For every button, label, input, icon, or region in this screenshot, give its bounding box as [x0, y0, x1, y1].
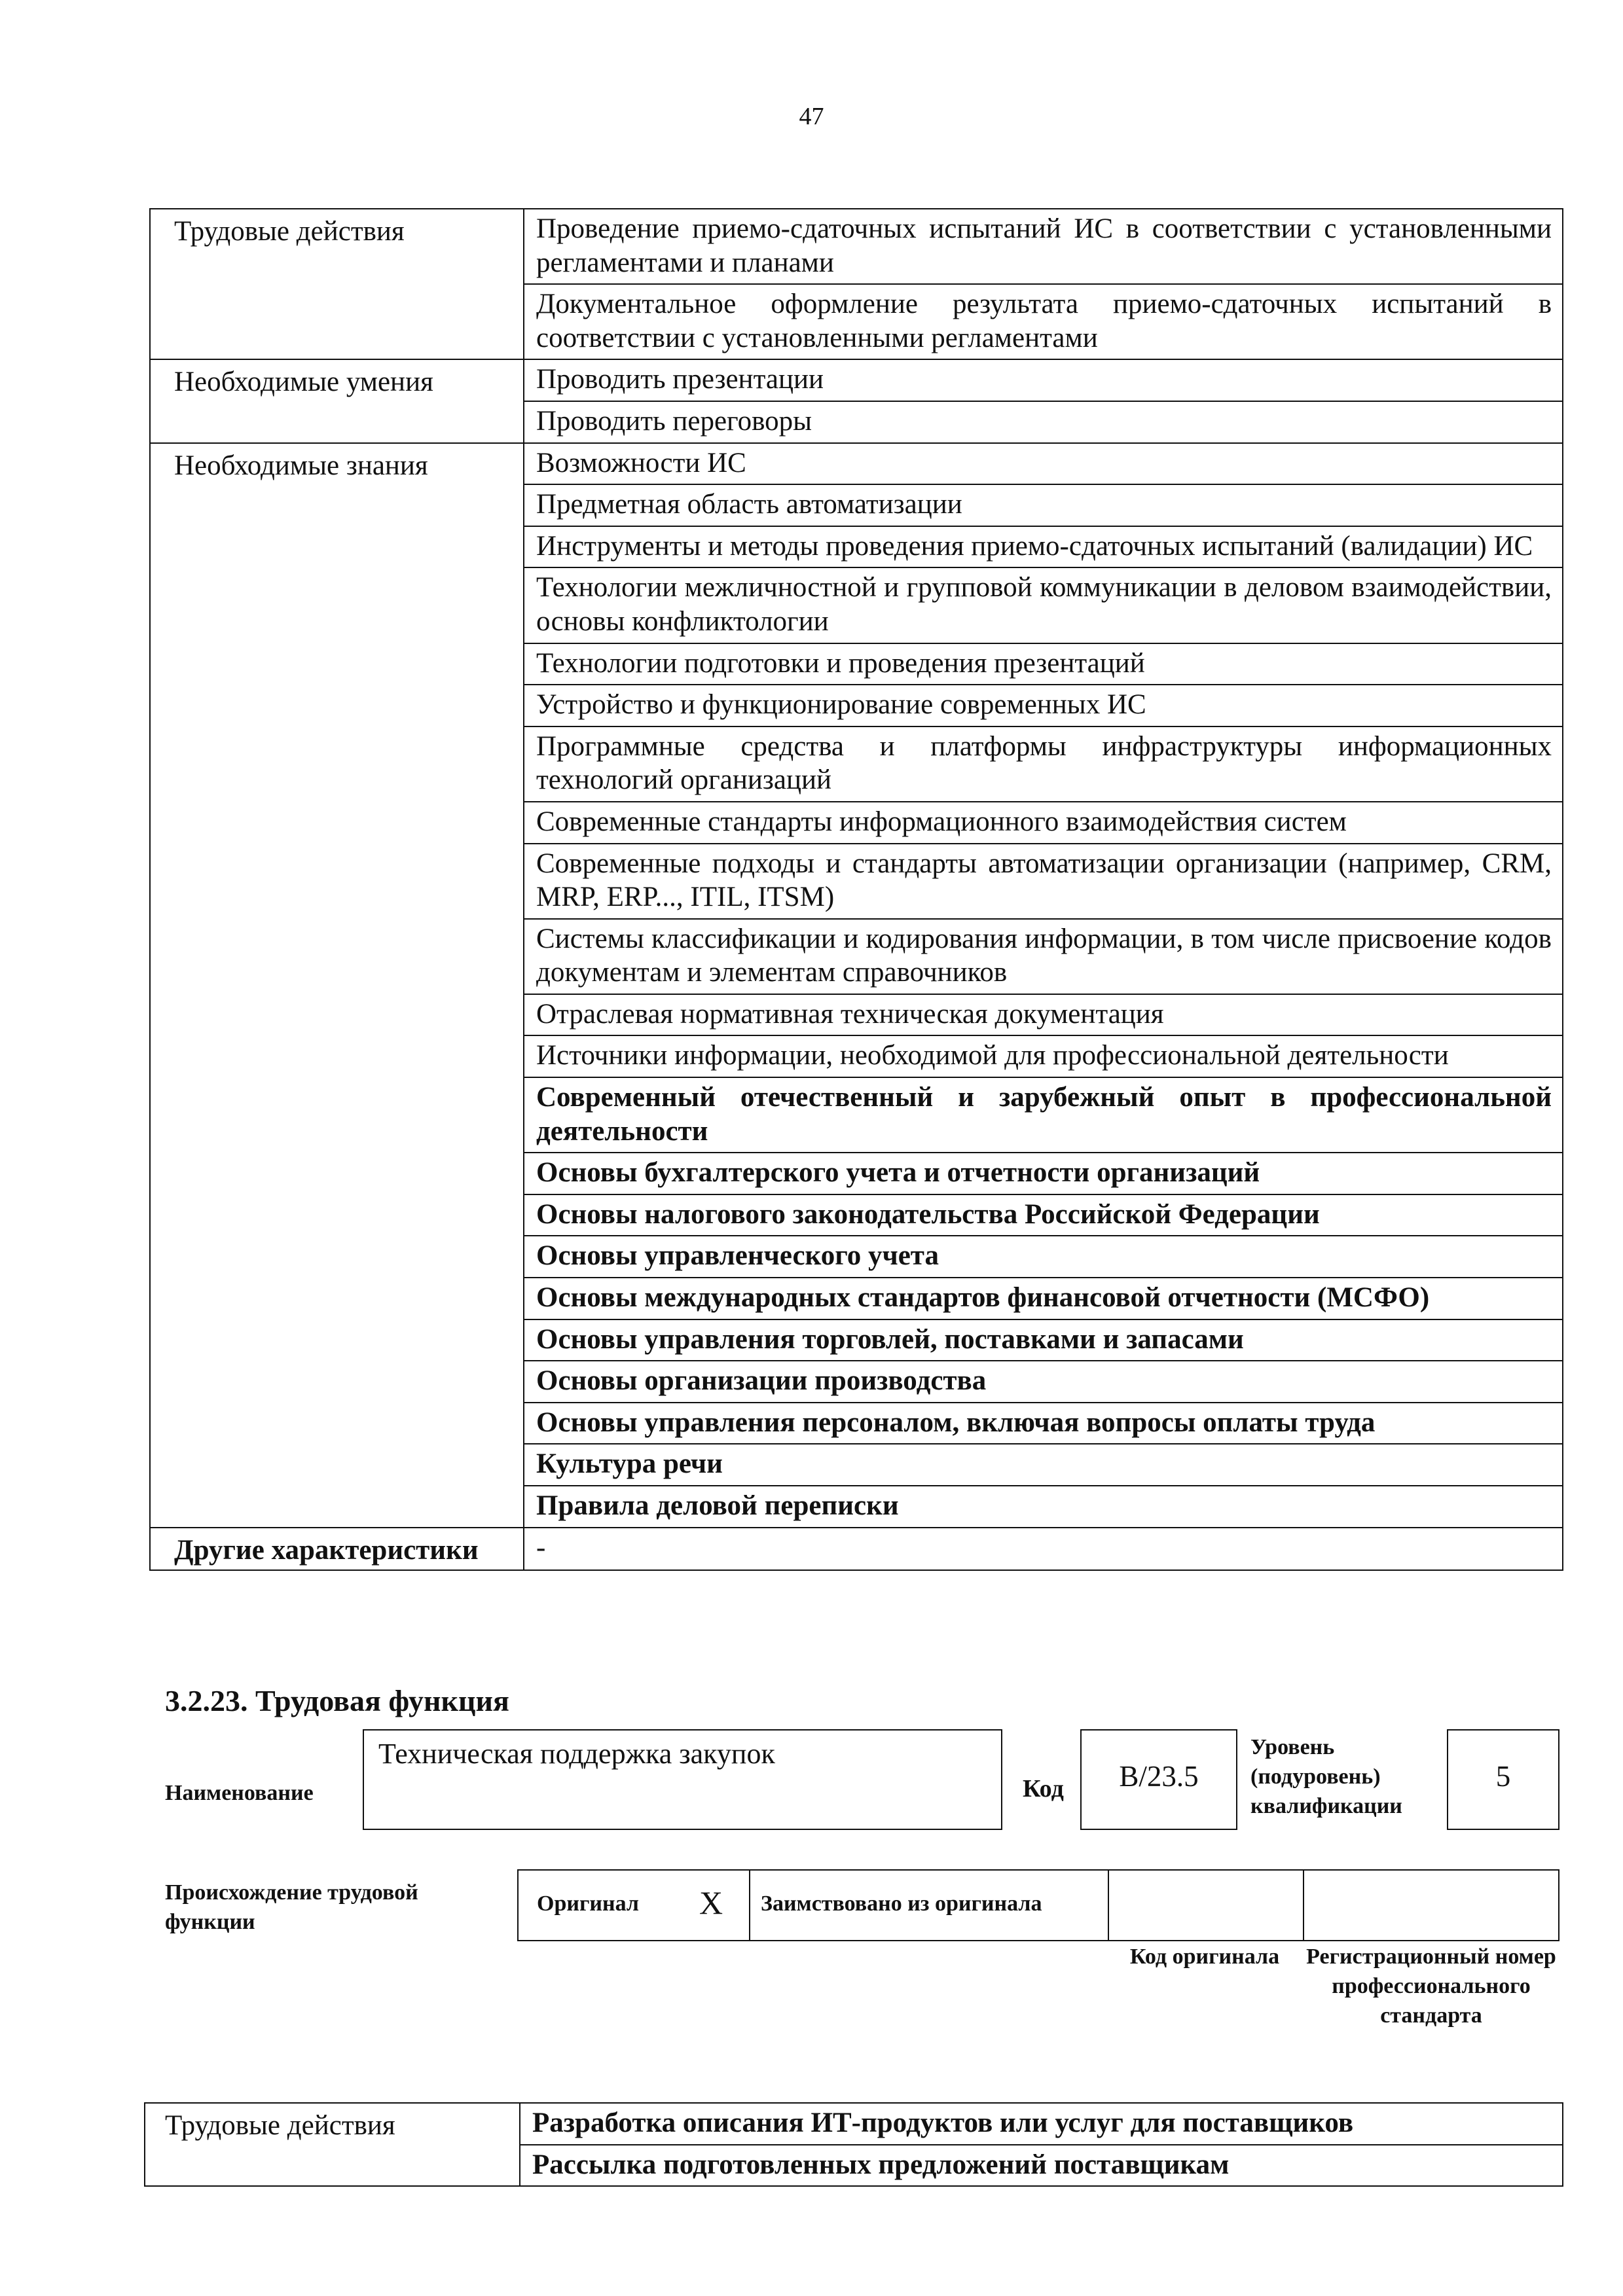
knowledge-item: Правила деловой переписки	[524, 1486, 1563, 1528]
knowledge-item: Предметная область автоматизации	[524, 484, 1563, 526]
row-label-skills: Необходимые умения	[150, 359, 524, 442]
row-label-labor-actions: Трудовые действия	[150, 209, 524, 359]
knowledge-item: Системы классификации и кодирования информации, в том числе присвоение кодов документам и элементам справочников	[524, 919, 1563, 994]
code-label: Код	[1023, 1775, 1064, 1803]
knowledge-item: Возможности ИС	[524, 443, 1563, 485]
labor-action-item: Рассылка подготовленных предложений поставщикам	[520, 2145, 1563, 2187]
borrowed-cell	[749, 1869, 1109, 1941]
caption-code: Код оригинала	[1129, 1945, 1280, 1969]
level-box	[1447, 1729, 1559, 1830]
knowledge-item: Культура речи	[524, 1444, 1563, 1486]
knowledge-item: Источники информации, необходимой для профессиональной деятельности	[524, 1035, 1563, 1077]
knowledge-item: Основы управленческого учета	[524, 1236, 1563, 1278]
knowledge-item: Программные средства и платформы инфраструктуры информационных технологий организаций	[524, 726, 1563, 802]
knowledge-item: Основы налогового законодательства Российской Федерации	[524, 1194, 1563, 1236]
table-row	[150, 443, 1563, 485]
requirements-table	[149, 208, 1563, 1571]
knowledge-item: Основы международных стандартов финансовой отчетности (МСФО)	[524, 1278, 1563, 1319]
knowledge-item: Основы управления персоналом, включая вопросы оплаты труда	[524, 1403, 1563, 1444]
table-row	[150, 359, 1563, 401]
row-label-other: Другие характеристики	[150, 1528, 524, 1571]
knowledge-item: Современные стандарты информационного взаимодействия систем	[524, 802, 1563, 844]
knowledge-item: Устройство и функционирование современных ИС	[524, 685, 1563, 726]
labor-action-item: Разработка описания ИТ-продуктов или услуг для поставщиков	[520, 2103, 1563, 2145]
registration-number-cell	[1303, 1869, 1559, 1941]
knowledge-item: Основы организации производства	[524, 1361, 1563, 1403]
knowledge-item: Технологии межличностной и групповой коммуникации в деловом взаимодействии, основы конфликтологии	[524, 567, 1563, 643]
knowledge-item: Отраслевая нормативная техническая документация	[524, 994, 1563, 1036]
table-row	[145, 2103, 1563, 2145]
original-mark: X	[699, 1884, 723, 1921]
code-value: B/23.5	[1119, 1760, 1199, 1793]
row-label-knowledge: Необходимые знания	[150, 443, 524, 1528]
other-value: -	[524, 1528, 1563, 1571]
page-number: 47	[799, 103, 824, 130]
code-box	[1080, 1729, 1237, 1830]
knowledge-item: Инструменты и методы проведения приемо-сдаточных испытаний (валидации) ИС	[524, 526, 1563, 568]
labor-action-item: Документальное оформление результата приемо-сдаточных испытаний в соответствии с установленными регламентами	[524, 284, 1563, 359]
skill-item: Проводить переговоры	[524, 401, 1563, 443]
caption-registration: Регистрационный номер профессионального стандарта	[1306, 1945, 1556, 2028]
original-cell	[517, 1869, 750, 1941]
knowledge-item: Современный отечественный и зарубежный опыт в профессиональной деятельности	[524, 1077, 1563, 1153]
knowledge-item: Современные подходы и стандарты автоматизации организации (например, CRM, MRP, ERP..., ITIL, ITSM)	[524, 844, 1563, 919]
function-name-box	[363, 1729, 1002, 1830]
knowledge-item: Технологии подготовки и проведения презентаций	[524, 643, 1563, 685]
table-row	[150, 209, 1563, 284]
original-label: Оригинал	[537, 1892, 639, 1916]
original-code-cell	[1108, 1869, 1304, 1941]
section-title: 3.2.23. Трудовая функция	[165, 1684, 509, 1717]
origin-label: Происхождение трудовой функции	[165, 1880, 418, 1934]
level-value: 5	[1495, 1760, 1511, 1793]
borrowed-label: Заимствовано из оригинала	[761, 1892, 1042, 1916]
knowledge-item: Основы управления торговлей, поставками и запасами	[524, 1319, 1563, 1361]
row-label-labor-actions: Трудовые действия	[145, 2103, 520, 2186]
skill-item: Проводить презентации	[524, 359, 1563, 401]
labor-action-item: Проведение приемо-сдаточных испытаний ИС в соответствии с установленными регламентами и планами	[524, 209, 1563, 284]
level-label: Уровень (подуровень) квалификации	[1250, 1735, 1402, 1818]
knowledge-item: Основы бухгалтерского учета и отчетности организаций	[524, 1153, 1563, 1194]
table-row	[150, 1528, 1563, 1571]
function-name-value: Техническая поддержка закупок	[378, 1738, 775, 1770]
labor-actions-table	[144, 2102, 1563, 2187]
name-label: Наименование	[165, 1781, 314, 1805]
